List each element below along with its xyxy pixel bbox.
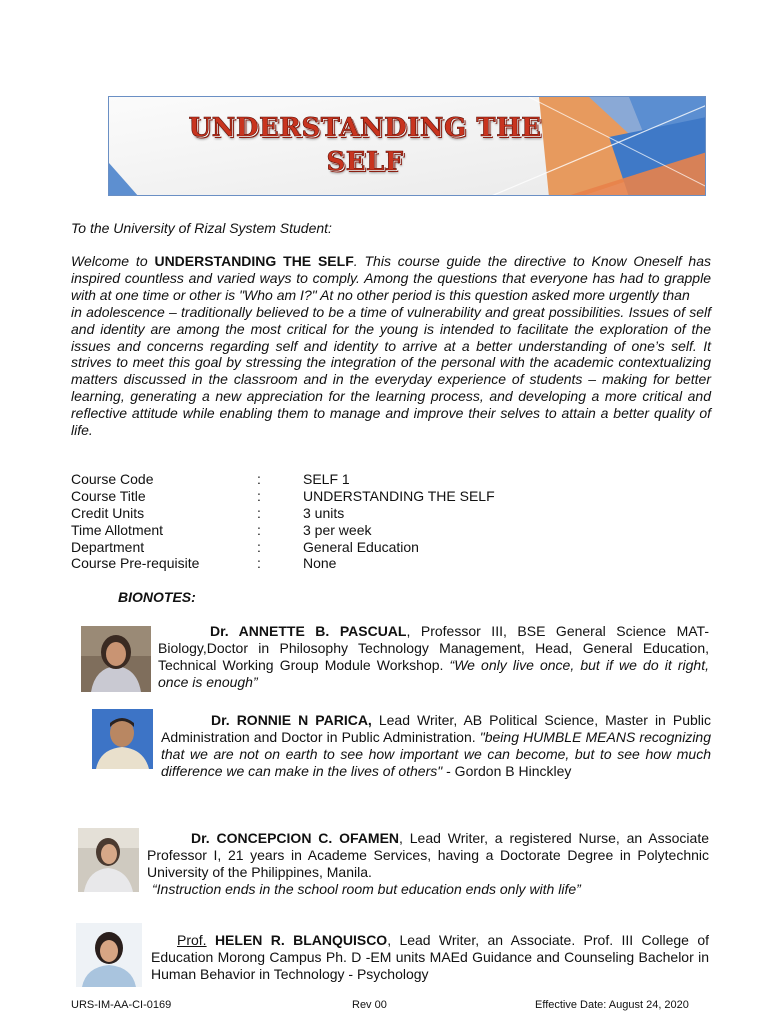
author-name: Dr. RONNIE N PARICA, — [211, 712, 372, 728]
course-info-value: None — [303, 555, 337, 572]
course-info-value: SELF 1 — [303, 471, 350, 487]
course-info-sep: : — [257, 521, 261, 538]
bionote-ofamen — [147, 830, 709, 898]
bionote-pascual-text — [158, 623, 709, 691]
author-quote: “We only live once, but if we do it right, once is enough” — [158, 656, 709, 690]
intro-para1-rest: . This course guide the directive to Know Oneself has inspired countless and varied ways to comply. Among the questions that everyone has had to grapple with at one time or other is "Who am I?" At no other period is this question asked more urgently than — [71, 253, 711, 303]
course-info-label: Time Allotment — [71, 521, 164, 538]
author-quote: "being HUMBLE MEANS recognizing that we are not on earth to see how important we can become, but to see how much difference we can make in the lives of others" — [161, 728, 712, 779]
author-prefix: Prof. — [177, 932, 207, 948]
bionote-ofamen-text — [147, 830, 709, 881]
bionote-blanquisco — [151, 932, 709, 983]
banner-title-line1: UNDERSTANDING THE — [188, 113, 542, 143]
author-desc: , Lead Writer, an Associate. Prof. III College of Education Morong Campus Ph. D -EM units MAEd Guidance and Counseling Bachelor in Human Behavior in Technology - Psychology — [151, 932, 709, 982]
course-info-label: Credit Units — [71, 504, 145, 521]
footer-revision: Rev 00 — [352, 999, 387, 1011]
footer-effective-date: Effective Date: August 24, 2020 — [535, 999, 689, 1011]
author-desc: , Professor III, BSE General Science MAT-Biology,Doctor in Philosophy Technology Management, Head, General Education, Technical Working Group Module Workshop. — [158, 623, 709, 673]
bionote-parica-text — [71, 712, 711, 780]
author-photo-ofamen — [78, 828, 139, 892]
course-info-label: Department — [71, 538, 145, 555]
course-info-label: Course Code — [71, 471, 154, 487]
course-info-label: Course Pre-requisite — [71, 555, 200, 572]
author-quote: “Instruction ends in the school room but education ends only with life” — [152, 880, 581, 897]
author-desc: Lead Writer, AB Political Science, Master in Public Administration and Doctor in Public Administration. — [161, 712, 711, 745]
author-photo-blanquisco — [76, 923, 142, 987]
course-info-sep: : — [257, 487, 261, 504]
course-info-sep: : — [257, 504, 261, 521]
intro-paragraph-1 — [71, 253, 711, 304]
intro-paragraph-2: in adolescence – traditionally believed to be a time of vulnerability and great possibilities. Issues of self and identity are among the most critical for the young is intended to facilitate the exploration of the issues and concerns regarding self and identity to arrive at a better understanding of one’s self. It strives to meet this goal by stressing the integration of the personal with the academic contextualizing matters discussed in the classroom and in the everyday experience of students – making for better learning, generating a new appreciation for the learning process, and developing a more critical and reflective attitude while enabling them to manage and improve their selves to attain a better quality of life. — [71, 303, 711, 439]
course-info-value: General Education — [303, 538, 419, 555]
author-name: Dr. CONCEPCION C. OFAMEN — [191, 830, 400, 846]
bionote-ofamen-quote-line — [147, 881, 709, 898]
course-info-sep: : — [257, 471, 261, 487]
intro-text — [71, 253, 711, 439]
salutation: To the University of Rizal System Student: — [71, 220, 332, 236]
author-desc: , Lead Writer, a registered Nurse, an Associate Professor I, 21 years in Academe Services, having a Doctorate Degree in Polytechnic University of the Philippines, Manila. — [147, 830, 709, 880]
author-photo-pascual — [81, 626, 151, 692]
author-name: HELEN R. BLANQUISCO — [214, 932, 388, 948]
bionote-parica — [71, 712, 711, 780]
course-info-sep: : — [257, 538, 261, 555]
banner-title-line2: SELF — [326, 147, 404, 177]
course-info-label: Course Title — [71, 487, 146, 504]
course-info-value: UNDERSTANDING THE SELF — [303, 487, 495, 504]
footer-doc-code: URS-IM-AA-CI-0169 — [71, 999, 172, 1011]
course-info-value: 3 per week — [303, 521, 372, 538]
intro-course-name: UNDERSTANDING THE SELF — [154, 253, 354, 269]
bionote-blanquisco-text — [151, 932, 709, 983]
bionotes-heading: BIONOTES: — [118, 589, 196, 605]
quote-author: - Gordon B Hinckley — [442, 762, 572, 779]
banner-title — [109, 111, 621, 179]
course-info-value: 3 units — [303, 504, 345, 521]
course-info-sep: : — [257, 555, 261, 572]
author-name: Dr. ANNETTE B. PASCUAL — [210, 623, 407, 639]
intro-welcome: Welcome to — [71, 253, 148, 269]
title-banner — [108, 96, 706, 196]
bionote-pascual — [158, 623, 709, 691]
